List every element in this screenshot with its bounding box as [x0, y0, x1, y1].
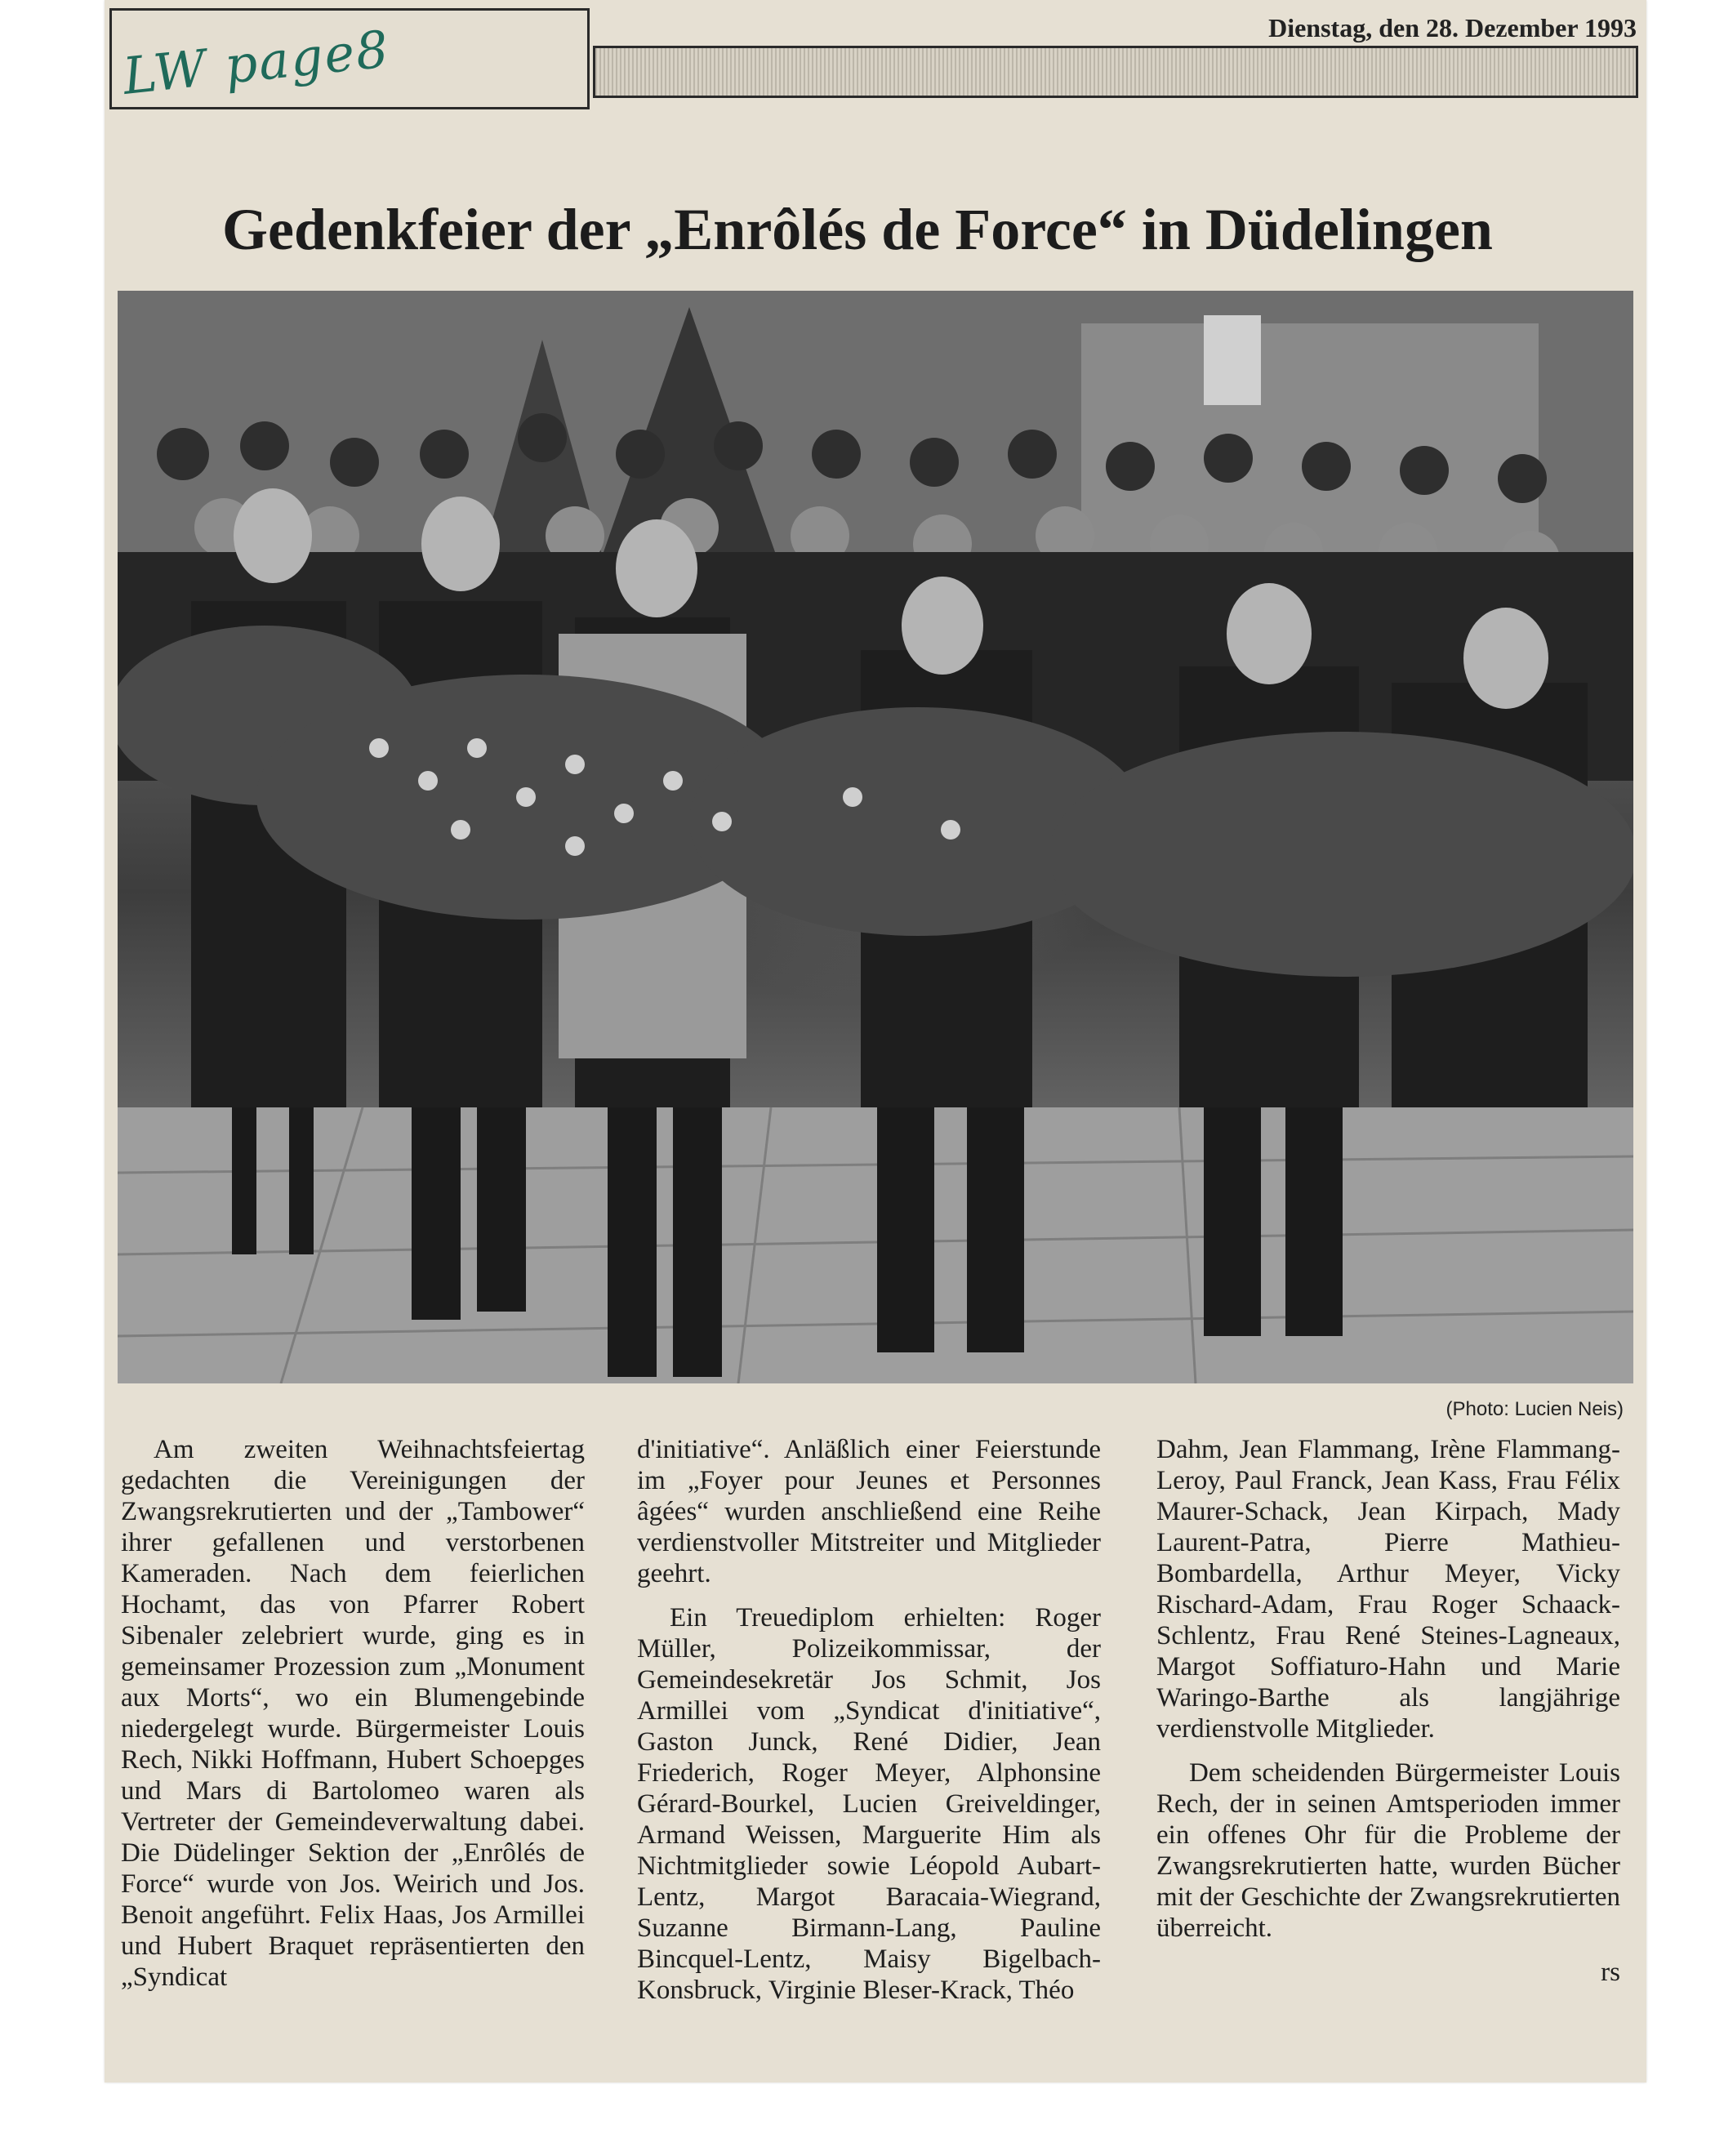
column-3-paragraph-2: Dem scheidenden Bürgermeister Louis Rech, der in seinen Amtsperioden immer ein offenes Ohr für die Probleme der Zwangsrekrutierten hatte, wurden Bücher mit der Geschichte der Zwangsrekrutierten überreicht.: [1156, 1758, 1620, 1943]
author-signature: rs: [1601, 1958, 1620, 1987]
article-column-1: [121, 1434, 585, 2006]
issue-date: Dienstag, den 28. Dezember 1993: [1268, 13, 1637, 42]
column-3-paragraph-1: Dahm, Jean Flammang, Irène Flammang-Leroy, Paul Franck, Jean Kass, Frau Félix Maurer-Schack, Jean Kirpach, Mady Laurent-Patra, Pierre Mathieu-Bombardella, Arthur Meyer, Vicky Rischard-Adam, Frau Roger Schaack-Schlentz, Frau René Steines-Lagneaux, Margot Soffiaturo-Hahn und Marie Waringo-Barthe als langjährige verdienstvolle Mitglieder.: [1156, 1435, 1620, 1744]
column-2-paragraph-1: d'initiative“. Anläßlich einer Feierstunde im „Foyer pour Jeunes et Personnes âgées“ wurden anschließend eine Reihe verdienstvoller Mitstreiter und Mitglieder geehrt.: [637, 1435, 1101, 1588]
header-rule: [593, 46, 1638, 98]
article-headline: Gedenkfeier der „Enrôlés de Force“ in Düdelingen: [222, 197, 1493, 262]
handwritten-note: LW page8: [120, 19, 393, 106]
photo-credit: (Photo: Lucien Neis): [1446, 1398, 1624, 1420]
ceremony-photo-illustration: [118, 291, 1633, 1383]
column-1-paragraph-1: Am zweiten Weihnachtsfeiertag gedachten die Vereinigungen der Zwangsrekrutierten und der „Tambower“ ihrer gefallenen und verstorbenen Kameraden. Nach dem feierlichen Hochamt, das von Pfarrer Robert Sibenaler zelebriert wurde, ging es in gemeinsamer Prozession zum „Monument aux Morts“, wo ein Blumengebinde niedergelegt wurde. Bürgermeister Louis Rech, Nikki Hoffmann, Hubert Schoepges und Mars di Bartolomeo waren als Vertreter der Gemeindeverwaltung dabei. Die Düdelinger Sektion der „Enrôlés de Force“ wurde von Jos. Weirich und Jos. Benoit angeführt. Felix Haas, Jos Armillei und Hubert Braquet repräsentierten den „Syndicat: [121, 1435, 585, 1992]
ceremony-photo: [118, 291, 1633, 1383]
column-2-paragraph-2: Ein Treuediplom erhielten: Roger Müller, Polizeikommissar, der Gemeindesekretär Jos Schmit, Jos Armillei vom „Syndicat d'initiative“, Gaston Junck, René Didier, Jean Friederich, Roger Meyer, Alphonsine Gérard-Bourkel, Lucien Greiveldinger, Armand Weissen, Marguerite Him als Nichtmitglieder sowie Léopold Aubart-Lentz, Margot Baracaia-Wiegrand, Suzanne Birmann-Lang, Pauline Bincquel-Lentz, Maisy Bigelbach-Konsbruck, Virginie Bleser-Krack, Théo: [637, 1603, 1101, 2005]
article-column-3: [1156, 1434, 1620, 1988]
article-column-2: [637, 1434, 1101, 2019]
